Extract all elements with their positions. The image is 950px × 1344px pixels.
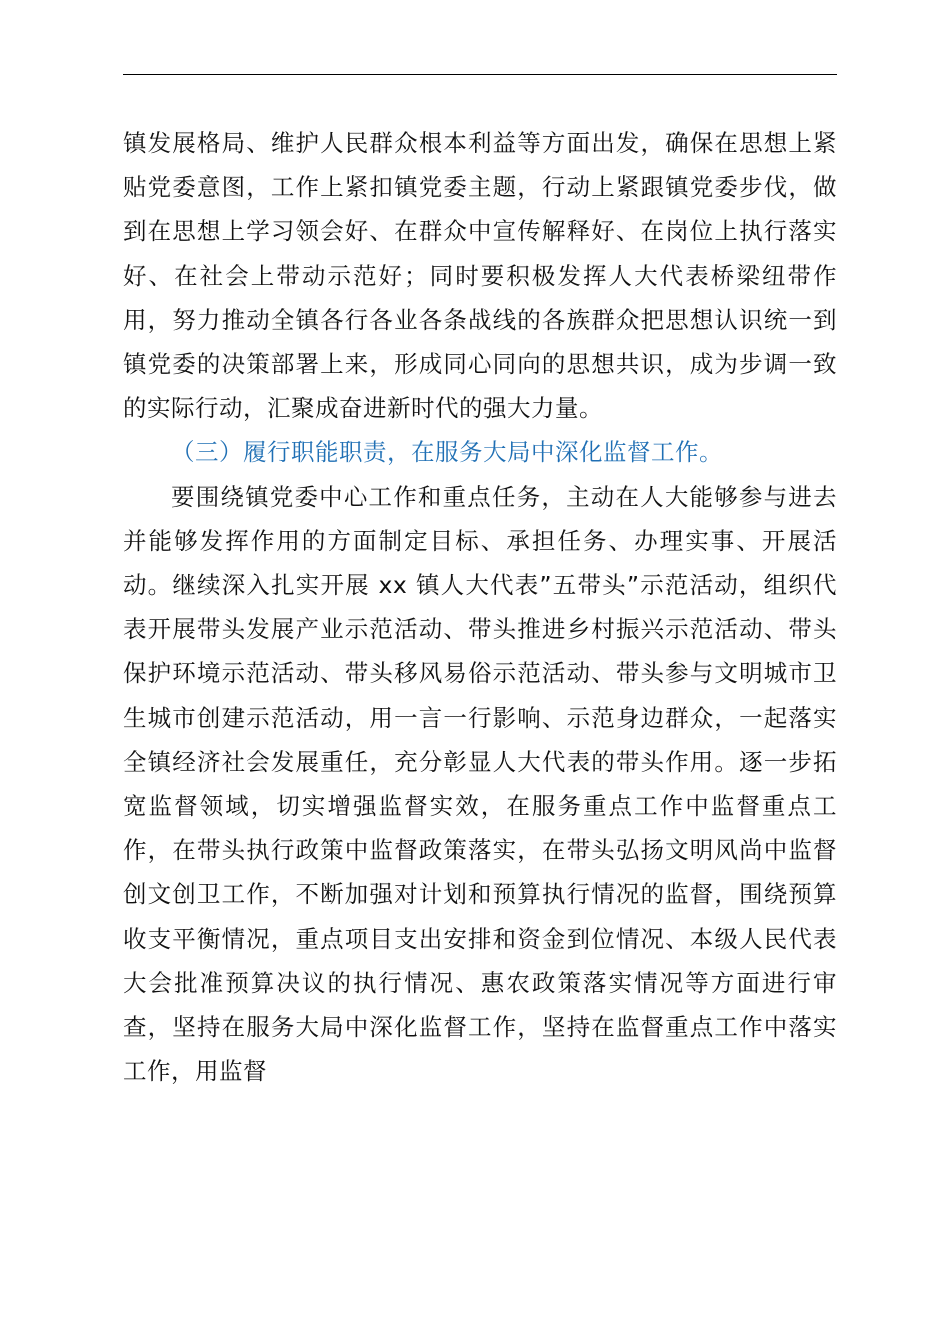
header-rule (123, 74, 837, 75)
paragraph-section-three: 要围绕镇党委中心工作和重点任务，主动在人大能够参与进去并能够发挥作用的方面制定目标、承担任务、办理实事、开展活动。继续深入扎实开展 xx 镇人大代表”五带头”示范活动，组织代表开展带头发展产业示范活动、带头推进乡村振兴示范活动、带头保护环境示范活动、带头移风易俗示范活动、带头参与文明城市卫生城市创建示范活动，用一言一行影响、示范身边群众，一起落实全镇经济社会发展重任，充分彰显人大代表的带头作用。逐一步拓宽监督领域，切实增强监督实效，在服务重点工作中监督重点工作，在带头执行政策中监督政策落实，在带头弘扬文明风尚中监督创文创卫工作，不断加强对计划和预算执行情况的监督，围绕预算收支平衡情况，重点项目支出安排和资金到位情况、本级人民代表大会批准预算决议的执行情况、惠农政策落实情况等方面进行审查，坚持在服务大局中深化监督工作，坚持在监督重点工作中落实工作，用监督 (123, 482, 837, 1086)
document-body (123, 121, 837, 1093)
paragraph-continued: 镇发展格局、维护人民群众根本利益等方面出发，确保在思想上紧贴党委意图，工作上紧扣镇党委主题，行动上紧跟镇党委步伐，做到在思想上学习领会好、在群众中宣传解释好、在岗位上执行落实好、在社会上带动示范好；同时要积极发挥人大代表桥梁纽带作用，努力推动全镇各行各业各条战线的各族群众把思想认识统一到镇党委的决策部署上来，形成同心同向的思想共识，成为步调一致的实际行动，汇聚成奋进新时代的强大力量。 (123, 129, 837, 423)
section-heading: （三）履行职能职责，在服务大局中深化监督工作。 (171, 438, 723, 467)
